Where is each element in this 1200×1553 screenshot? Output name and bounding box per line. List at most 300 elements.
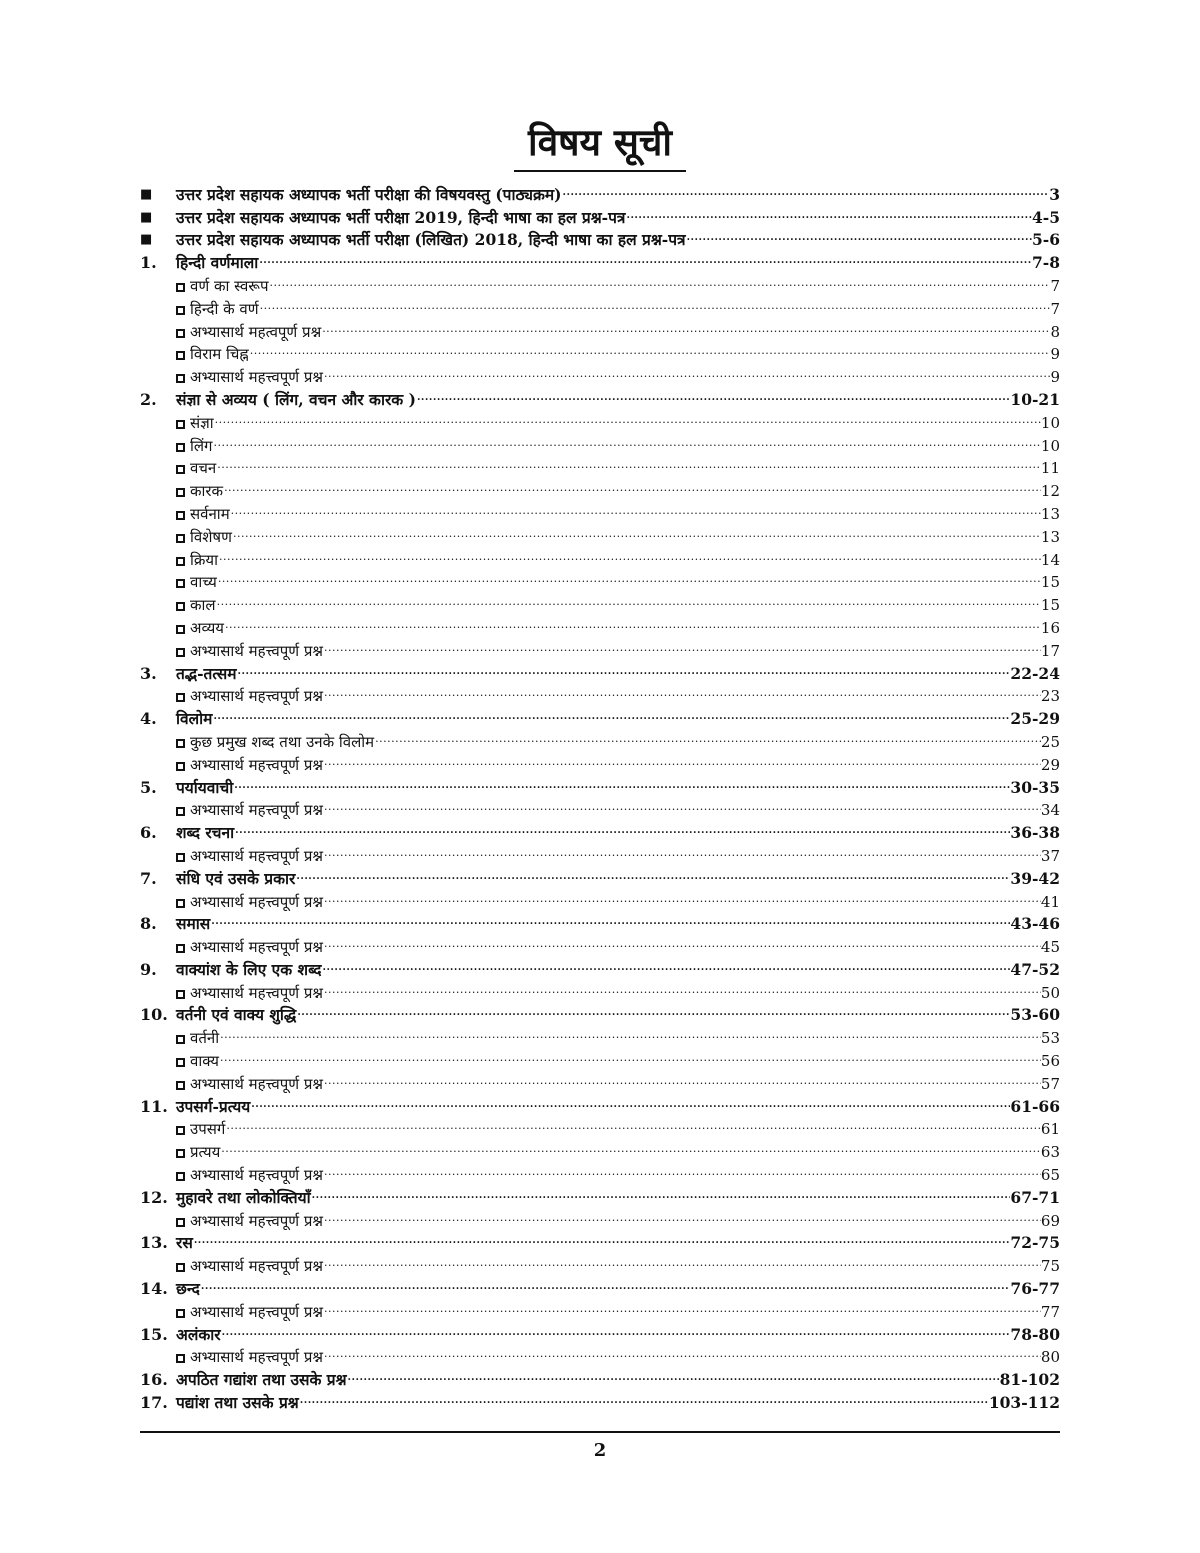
toc-entry-text: संज्ञा से अव्यय ( लिंग, वचन और कारक ): [176, 389, 416, 409]
toc-entry-label: [176, 1301, 323, 1323]
toc-entry-label: [176, 822, 234, 844]
toc-page-number: 4-5: [1031, 207, 1060, 227]
toc-entry-text: वचन: [190, 459, 217, 478]
chapter-number: 17.: [140, 1393, 168, 1413]
toc-entry-text: लिंग: [190, 436, 213, 455]
toc-subtopic-row: [140, 685, 1060, 708]
toc-page-number: 10: [1040, 413, 1060, 432]
toc-subtopic-row: [140, 1026, 1060, 1049]
toc-entry-label: [176, 321, 321, 343]
toc-chapter-row: [140, 958, 1060, 981]
toc-page-number: 23: [1040, 687, 1060, 706]
dot-leader: [323, 890, 1041, 910]
toc-entry-label: [176, 229, 686, 251]
chapter-number: 12.: [140, 1187, 168, 1207]
chapter-number: 15.: [140, 1324, 168, 1344]
checkbox-square-icon: [176, 739, 185, 748]
toc-page-number: 7: [1050, 299, 1060, 318]
toc-entry-text: अभ्यासार्थ महत्वपूर्ण प्रश्न: [190, 322, 322, 341]
toc-entry-label: [176, 754, 323, 776]
chapter-number: 10.: [140, 1005, 168, 1025]
toc-chapter-row: [140, 388, 1060, 411]
toc-page-number: 43-46: [1010, 914, 1060, 934]
toc-entry-text: मुहावरे तथा लोकोक्तियाँ: [176, 1187, 311, 1207]
dot-leader: [219, 1026, 1041, 1046]
dot-leader: [323, 685, 1041, 705]
toc-subtopic-row: [140, 525, 1060, 548]
checkbox-square-icon: [176, 329, 185, 338]
toc-entry-label: [176, 571, 217, 593]
toc-entry-text: वाच्य: [190, 573, 217, 592]
toc-page-number: 41: [1040, 892, 1060, 911]
toc-page-number: 8: [1050, 322, 1060, 341]
toc-entry-text: वाक्य: [190, 1052, 219, 1071]
toc-entry-text: अभ्यासार्थ महत्त्वपूर्ण प्रश्न: [190, 1257, 324, 1276]
toc-entry-label: [176, 1050, 219, 1072]
toc-page-number: 56: [1040, 1052, 1060, 1071]
dot-leader: [323, 365, 1050, 385]
toc-subtopic-row: [140, 593, 1060, 616]
toc-entry-label: [176, 435, 213, 457]
chapter-number: 5.: [140, 777, 157, 797]
toc-entry-label: [176, 526, 232, 548]
toc-page-number: 12: [1040, 482, 1060, 501]
toc-entry-text: वर्तनी: [190, 1029, 220, 1048]
dot-leader: [268, 274, 1050, 294]
toc-chapter-row: [140, 821, 1060, 844]
toc-chapter-row: [140, 707, 1060, 730]
toc-page-number: 9: [1050, 345, 1060, 364]
chapter-number: 14.: [140, 1279, 168, 1299]
dot-leader: [311, 1186, 1011, 1207]
toc-entry-label: [176, 1164, 323, 1186]
checkbox-square-icon: [176, 1058, 185, 1067]
toc-page-number: 80: [1040, 1348, 1060, 1367]
toc-entry-text: उपसर्ग-प्रत्यय: [176, 1096, 251, 1116]
dot-leader: [216, 457, 1041, 477]
toc-entry-label: [176, 457, 216, 479]
toc-page-number: 47-52: [1010, 959, 1060, 979]
toc-page-number: 25: [1040, 732, 1060, 751]
toc-entry-text: वर्तनी एवं वाक्य शुद्धि: [176, 1005, 297, 1025]
dot-leader: [321, 958, 1010, 979]
checkbox-square-icon: [176, 534, 185, 543]
checkbox-square-icon: [176, 990, 185, 999]
dot-leader: [323, 1254, 1041, 1274]
chapter-number: 11.: [140, 1096, 168, 1116]
toc-subtopic-row: [140, 799, 1060, 822]
dot-leader: [225, 1118, 1041, 1138]
dot-leader: [220, 1140, 1041, 1160]
toc-chapter-row: [140, 1368, 1060, 1391]
toc-entry-text: पर्यायवाची: [176, 777, 234, 797]
chapter-number: 3.: [140, 663, 157, 683]
toc-page-number: 37: [1040, 846, 1060, 865]
toc-subtopic-row: [140, 434, 1060, 457]
checkbox-square-icon: [176, 443, 185, 452]
toc-entry-label: [176, 252, 258, 274]
dot-leader: [323, 1072, 1041, 1092]
chapter-number: 1.: [140, 253, 157, 273]
toc-subtopic-row: [140, 548, 1060, 571]
toc-entry-text: समास: [176, 914, 211, 934]
toc-page-number: 77: [1040, 1302, 1060, 1321]
toc-page-number: 53: [1040, 1029, 1060, 1048]
toc-page-number: 22-24: [1010, 663, 1060, 683]
toc-entry-text: अभ्यासार्थ महत्त्वपूर्ण प्रश्न: [190, 1166, 324, 1185]
dot-leader: [323, 1346, 1041, 1366]
toc-chapter-row: [140, 1004, 1060, 1027]
toc-entry-text: अभ्यासार्थ महत्त्वपूर्ण प्रश्न: [190, 368, 324, 387]
dot-leader: [561, 183, 1049, 204]
toc-subtopic-row: [140, 753, 1060, 776]
toc-page-number: 76-77: [1010, 1279, 1060, 1299]
toc-entry-label: [176, 1392, 299, 1414]
chapter-number: 7.: [140, 868, 157, 888]
toc-chapter-row: [140, 1277, 1060, 1300]
toc-subtopic-row: [140, 320, 1060, 343]
toc-entry-label: [176, 1096, 250, 1118]
square-bullet-icon: ■: [140, 209, 153, 225]
dot-leader: [212, 707, 1010, 728]
toc-entry-label: [176, 343, 249, 365]
chapter-number: 2.: [140, 389, 157, 409]
toc-page-number: 13: [1040, 527, 1060, 546]
page-number: 2: [593, 1440, 607, 1461]
toc-page-number: 81-102: [999, 1370, 1060, 1390]
toc-entry-label: [176, 298, 259, 320]
checkbox-square-icon: [176, 420, 185, 429]
toc-entry-text: अभ्यासार्थ महत्त्वपूर्ण प्रश्न: [190, 801, 324, 820]
toc-entry-text: अभ्यासार्थ महत्त्वपूर्ण प्रश्न: [190, 892, 324, 911]
toc-entry-label: [176, 480, 223, 502]
toc-entry-label: [176, 389, 416, 411]
toc-subtopic-row: [140, 730, 1060, 753]
dot-leader: [210, 913, 1010, 934]
chapter-number: 13.: [140, 1233, 168, 1253]
dot-leader: [232, 525, 1041, 545]
toc-entry-text: उपसर्ग: [190, 1120, 226, 1139]
toc-entry-label: [176, 412, 214, 434]
checkbox-square-icon: [176, 465, 185, 474]
toc-page-number: 11: [1040, 459, 1060, 478]
toc-entry-text: उत्तर प्रदेश सहायक अध्यापक भर्ती परीक्षा की विषयवस्तु (पाठ्यक्रम): [176, 184, 562, 204]
toc-page-number: 78-80: [1010, 1324, 1060, 1344]
checkbox-square-icon: [176, 351, 185, 360]
toc-entry-text: अलंकार: [176, 1324, 221, 1344]
toc-entry-label: [176, 275, 268, 297]
toc-page-number: 14: [1040, 550, 1060, 569]
toc-page-number: 17: [1040, 641, 1060, 660]
toc-entry-label: [176, 959, 321, 981]
page-title-text: विषय सूची: [514, 118, 686, 172]
toc-page-number: 57: [1040, 1074, 1060, 1093]
toc-chapter-row: [140, 206, 1060, 229]
toc-subtopic-row: [140, 1254, 1060, 1277]
chapter-number: 16.: [140, 1370, 168, 1390]
toc-subtopic-row: [140, 1049, 1060, 1072]
toc-page-number: 72-75: [1010, 1233, 1060, 1253]
toc-entry-label: [176, 1187, 311, 1209]
dot-leader: [323, 1209, 1041, 1229]
dot-leader: [223, 479, 1041, 499]
checkbox-square-icon: [176, 1263, 185, 1272]
toc-subtopic-row: [140, 457, 1060, 480]
toc-page-number: 15: [1040, 573, 1060, 592]
toc-chapter-row: [140, 1095, 1060, 1118]
toc-page-number: 9: [1050, 368, 1060, 387]
toc-page-number: 29: [1040, 755, 1060, 774]
dot-leader: [299, 1391, 989, 1412]
toc-entry-text: संज्ञा: [190, 413, 214, 432]
toc-subtopic-row: [140, 343, 1060, 366]
page-title: [0, 118, 1200, 172]
dot-leader: [323, 799, 1041, 819]
checkbox-square-icon: [176, 853, 185, 862]
dot-leader: [347, 1368, 1000, 1389]
toc-page-number: 16: [1040, 618, 1060, 637]
toc-entry-text: अभ्यासार्थ महत्त्वपूर्ण प्रश्न: [190, 938, 324, 957]
toc-entry-text: अभ्यासार्थ महत्त्वपूर्ण प्रश्न: [190, 1302, 324, 1321]
toc-subtopic-row: [140, 844, 1060, 867]
chapter-number: 8.: [140, 914, 157, 934]
toc-entry-label: [176, 663, 237, 685]
toc-subtopic-row: [140, 890, 1060, 913]
checkbox-square-icon: [176, 1354, 185, 1363]
dot-leader: [686, 229, 1032, 250]
chapter-number: 4.: [140, 709, 157, 729]
dot-leader: [625, 206, 1032, 227]
toc-entry-text: अभ्यासार्थ महत्त्वपूर्ण प्रश्न: [190, 755, 324, 774]
toc-entry-text: विराम चिह्न: [190, 345, 249, 364]
toc-entry-label: [176, 777, 233, 799]
toc-subtopic-row: [140, 365, 1060, 388]
dot-leader: [214, 411, 1041, 431]
toc-entry-label: [176, 799, 323, 821]
checkbox-square-icon: [176, 899, 185, 908]
dot-leader: [234, 821, 1010, 842]
toc-entry-label: [176, 1369, 347, 1391]
toc-entry-label: [176, 913, 210, 935]
toc-entry-text: सर्वनाम: [190, 504, 230, 523]
dot-leader: [250, 1095, 1010, 1116]
toc-entry-text: हिन्दी के वर्ण: [190, 299, 259, 318]
toc-chapter-row: [140, 776, 1060, 799]
toc-chapter-row: [140, 662, 1060, 685]
toc-entry-text: वर्ण का स्वरूप: [190, 276, 269, 295]
toc-page-number: 7-8: [1031, 253, 1060, 273]
toc-entry-text: कुछ प्रमुख शब्द तथा उनके विलोम: [190, 732, 375, 751]
toc-entry-text: अभ्यासार्थ महत्त्वपूर्ण प्रश्न: [190, 1074, 324, 1093]
toc-entry-label: [176, 617, 224, 639]
toc-entry-label: [176, 1346, 323, 1368]
toc-entry-label: [176, 1073, 323, 1095]
toc-chapter-row: [140, 251, 1060, 274]
checkbox-square-icon: [176, 1218, 185, 1227]
checkbox-square-icon: [176, 579, 185, 588]
checkbox-square-icon: [176, 625, 185, 634]
dot-leader: [323, 1300, 1041, 1320]
toc-page-number: 30-35: [1010, 777, 1060, 797]
dot-leader: [233, 776, 1010, 797]
checkbox-square-icon: [176, 693, 185, 702]
dot-leader: [323, 844, 1041, 864]
toc-chapter-row: [140, 1186, 1060, 1209]
toc-entry-text: कारक: [190, 482, 224, 501]
toc-page-number: 103-112: [988, 1393, 1060, 1413]
toc-entry-text: अव्यय: [190, 618, 224, 637]
checkbox-square-icon: [176, 807, 185, 816]
toc-entry-label: [176, 845, 323, 867]
toc-subtopic-row: [140, 297, 1060, 320]
dot-leader: [213, 434, 1041, 454]
toc-entry-label: [176, 1141, 220, 1163]
toc-entry-label: [176, 936, 323, 958]
dot-leader: [237, 662, 1011, 683]
dot-leader: [296, 1004, 1010, 1025]
checkbox-square-icon: [176, 602, 185, 611]
toc-entry-text: रस: [176, 1233, 193, 1253]
toc-page-number: 50: [1040, 983, 1060, 1002]
toc-page-number: 13: [1040, 504, 1060, 523]
toc-page-number: 25-29: [1010, 709, 1060, 729]
toc-subtopic-row: [140, 981, 1060, 1004]
toc-entry-label: [176, 1027, 219, 1049]
checkbox-square-icon: [176, 762, 185, 771]
toc-entry-label: [176, 549, 218, 571]
toc-entry-label: [176, 184, 561, 206]
toc-entry-text: विशेषण: [190, 527, 232, 546]
toc-entry-label: [176, 207, 625, 229]
toc-entry-text: संधि एवं उसके प्रकार: [176, 868, 296, 888]
toc-page-number: 45: [1040, 938, 1060, 957]
dot-leader: [193, 1232, 1011, 1253]
toc-subtopic-row: [140, 479, 1060, 502]
toc-subtopic-row: [140, 1346, 1060, 1369]
toc-entry-label: [176, 982, 323, 1004]
dot-leader: [323, 981, 1041, 1001]
toc-entry-text: क्रिया: [190, 550, 218, 569]
toc-subtopic-row: [140, 571, 1060, 594]
dot-leader: [221, 1323, 1011, 1344]
toc-page-number: 15: [1040, 596, 1060, 615]
checkbox-square-icon: [176, 1035, 185, 1044]
toc-entry-label: [176, 868, 295, 890]
toc-entry-text: अभ्यासार्थ महत्त्वपूर्ण प्रश्न: [190, 1211, 324, 1230]
toc-page-number: 7: [1050, 276, 1060, 295]
toc-entry-label: [176, 1232, 193, 1254]
dot-leader: [219, 1049, 1041, 1069]
toc-entry-text: उत्तर प्रदेश सहायक अध्यापक भर्ती परीक्षा 2019, हिन्दी भाषा का हल प्रश्न-पत्र: [176, 207, 626, 227]
toc-page-number: 53-60: [1010, 1005, 1060, 1025]
checkbox-square-icon: [176, 557, 185, 566]
checkbox-square-icon: [176, 1172, 185, 1181]
toc-entry-text: तद्भ-तत्सम: [176, 663, 237, 683]
toc-page-number: 10-21: [1010, 389, 1060, 409]
checkbox-square-icon: [176, 944, 185, 953]
toc-entry-text: अपठित गद्यांश तथा उसके प्रश्न: [176, 1370, 347, 1390]
dot-leader: [374, 730, 1041, 750]
toc-subtopic-row: [140, 1209, 1060, 1232]
toc-subtopic-row: [140, 1140, 1060, 1163]
toc-subtopic-row: [140, 1118, 1060, 1141]
toc-entry-label: [176, 1210, 323, 1232]
toc-page-number: 5-6: [1031, 230, 1060, 250]
toc-entry-label: [176, 640, 323, 662]
toc-page-number: 39-42: [1010, 868, 1060, 888]
toc-subtopic-row: [140, 935, 1060, 958]
dot-leader: [416, 388, 1010, 409]
toc-subtopic-row: [140, 411, 1060, 434]
checkbox-square-icon: [176, 306, 185, 315]
checkbox-square-icon: [176, 1126, 185, 1135]
toc-entry-text: अभ्यासार्थ महत्त्वपूर्ण प्रश्न: [190, 641, 324, 660]
toc-chapter-row: [140, 229, 1060, 252]
toc-subtopic-row: [140, 1072, 1060, 1095]
toc-entry-label: [176, 366, 323, 388]
dot-leader: [258, 251, 1032, 272]
toc-chapter-row: [140, 1232, 1060, 1255]
dot-leader: [230, 502, 1041, 522]
dot-leader: [323, 639, 1041, 659]
toc-subtopic-row: [140, 616, 1060, 639]
toc-subtopic-row: [140, 1163, 1060, 1186]
toc-entry-label: [176, 685, 323, 707]
checkbox-square-icon: [176, 511, 185, 520]
dot-leader: [323, 753, 1041, 773]
toc-page-number: 10: [1040, 436, 1060, 455]
checkbox-square-icon: [176, 1309, 185, 1318]
checkbox-square-icon: [176, 283, 185, 292]
toc-chapter-row: [140, 1391, 1060, 1414]
toc-entry-label: [176, 1255, 323, 1277]
toc-entry-text: हिन्दी वर्णमाला: [176, 253, 259, 273]
dot-leader: [259, 297, 1051, 317]
toc-entry-text: पद्यांश तथा उसके प्रश्न: [176, 1393, 299, 1413]
square-bullet-icon: ■: [140, 186, 153, 202]
toc-page-number: 63: [1040, 1143, 1060, 1162]
dot-leader: [249, 343, 1051, 363]
toc-entry-text: वाक्यांश के लिए एक शब्द: [176, 959, 322, 979]
dot-leader: [321, 320, 1050, 340]
toc-entry-label: [176, 731, 374, 753]
toc-entry-text: अभ्यासार्थ महत्त्वपूर्ण प्रश्न: [190, 846, 324, 865]
toc-entry-text: शब्द रचना: [176, 823, 235, 843]
dot-leader: [217, 571, 1041, 591]
toc-entry-label: [176, 1324, 221, 1346]
toc-page-number: 36-38: [1010, 823, 1060, 843]
toc-subtopic-row: [140, 502, 1060, 525]
toc-page-number: 34: [1040, 801, 1060, 820]
checkbox-square-icon: [176, 1081, 185, 1090]
toc-chapter-row: [140, 913, 1060, 936]
toc-entry-label: [176, 1278, 200, 1300]
bottom-rule: [140, 1431, 1060, 1433]
toc-chapter-row: [140, 183, 1060, 206]
dot-leader: [216, 593, 1041, 613]
checkbox-square-icon: [176, 374, 185, 383]
dot-leader: [218, 548, 1041, 568]
toc-subtopic-row: [140, 274, 1060, 297]
toc-subtopic-row: [140, 639, 1060, 662]
toc-entry-label: [176, 891, 323, 913]
toc-page-number: 75: [1040, 1257, 1060, 1276]
toc-page-number: 67-71: [1010, 1187, 1060, 1207]
toc-chapter-row: [140, 867, 1060, 890]
toc-chapter-row: [140, 1323, 1060, 1346]
toc-entry-label: [176, 1118, 225, 1140]
toc-entry-label: [176, 1004, 296, 1026]
